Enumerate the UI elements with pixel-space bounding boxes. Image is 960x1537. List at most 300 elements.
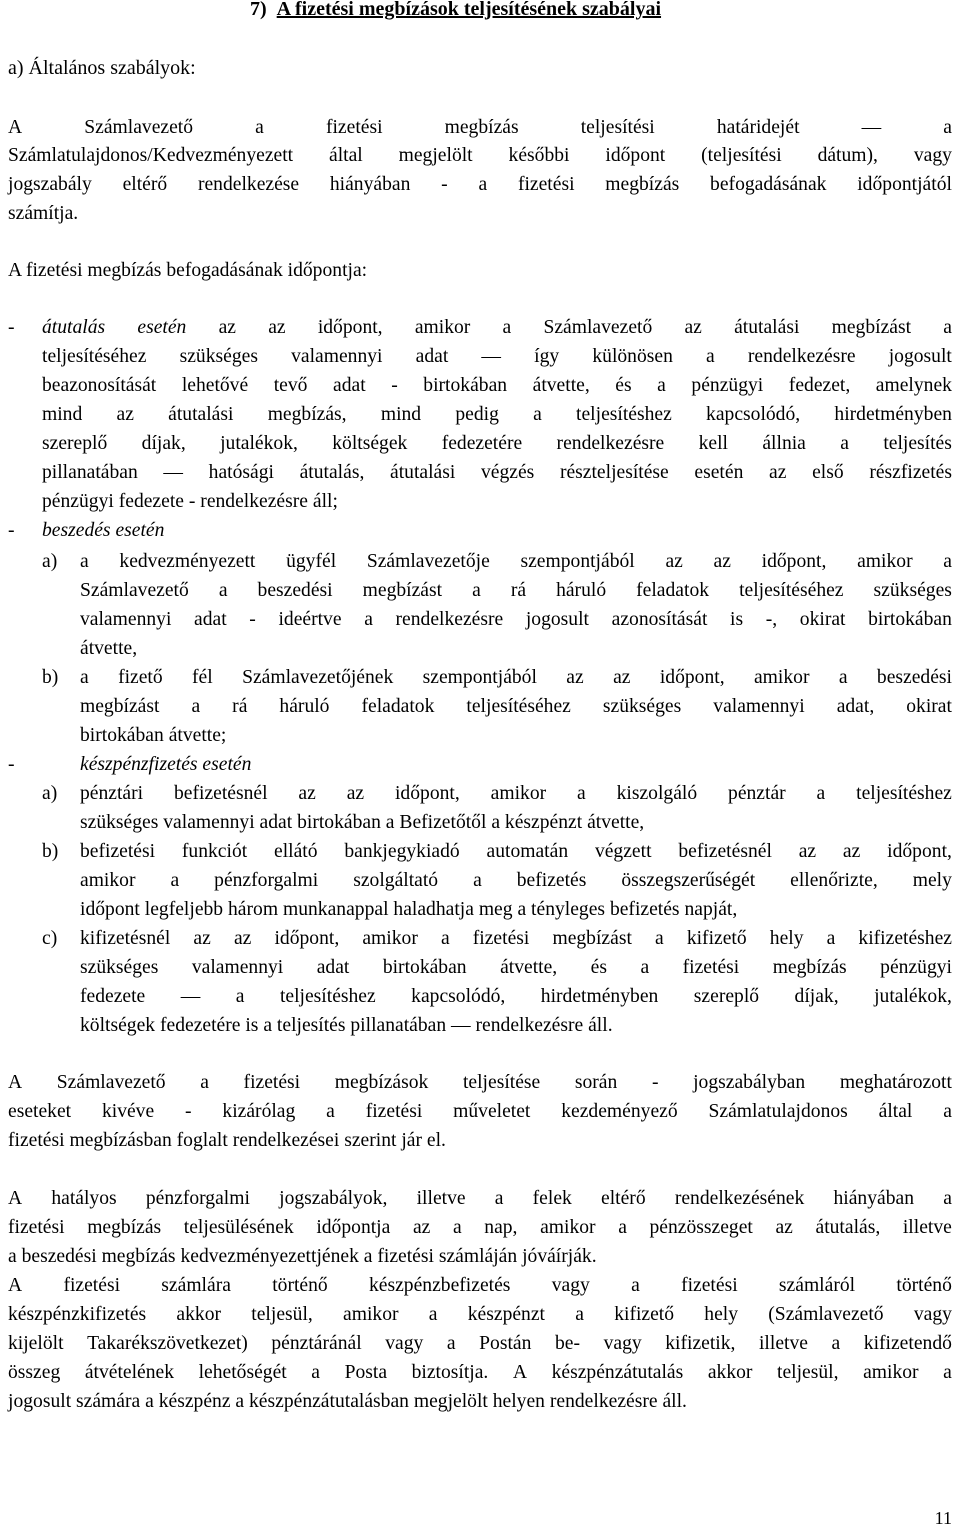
- word: jutalékok,: [874, 986, 952, 1007]
- word: —: [481, 346, 502, 367]
- beszedes-a-line-2: [80, 577, 952, 605]
- atutalas-line-4: [42, 401, 952, 429]
- word: pénzügyi: [880, 957, 952, 978]
- p3-line-2: [8, 1098, 952, 1126]
- word: a: [575, 1304, 584, 1325]
- word: vagy: [385, 1333, 424, 1354]
- atutalas-line-7: pénzügyi fedezete - rendelkezésre áll;: [42, 491, 338, 512]
- word: szolgáltató: [353, 870, 439, 891]
- word: A: [8, 117, 23, 138]
- word: a: [311, 1362, 320, 1383]
- word: a: [200, 1072, 209, 1093]
- word: kiszolgáló: [616, 783, 698, 804]
- word: teljesítéshez: [856, 783, 952, 804]
- word: az: [346, 783, 365, 804]
- word: fedezete: [80, 986, 146, 1007]
- word: az: [233, 928, 252, 949]
- word: adat: [415, 346, 449, 367]
- word: időpont,: [394, 783, 460, 804]
- word: megbízás,: [267, 404, 347, 425]
- word: végzés: [480, 462, 535, 483]
- word: amikor: [863, 1362, 919, 1383]
- word: a: [816, 783, 826, 804]
- word: pillanatában: [42, 462, 138, 483]
- word: rendelkezésre: [395, 609, 504, 630]
- word: befizetésnél: [678, 841, 772, 862]
- word: összeg: [8, 1362, 61, 1383]
- word: hirdetményben: [834, 404, 952, 425]
- word: a: [706, 346, 715, 367]
- word: megbízást: [831, 317, 912, 338]
- word: a: [446, 1333, 456, 1354]
- word: mely: [912, 870, 952, 891]
- word: amikor: [414, 317, 471, 338]
- p5-line-1: [8, 1272, 952, 1300]
- word: -,: [765, 609, 778, 630]
- word: díjak,: [141, 433, 186, 454]
- word: kapcsolódó,: [706, 404, 801, 425]
- page-number: 11: [934, 1508, 952, 1528]
- word: amikor: [343, 1304, 399, 1325]
- keszpenz-c-line-4: költségek fedezetére is a teljesítés pillanatában — rendelkezésre áll.: [80, 1015, 613, 1036]
- word: pedig: [455, 404, 499, 425]
- word: az: [769, 462, 787, 483]
- word: a: [428, 1304, 438, 1325]
- p5-line-2: [8, 1301, 952, 1329]
- word: átvette,: [500, 957, 558, 978]
- word: az: [684, 317, 702, 338]
- p1-line-3: [8, 171, 952, 199]
- word: eseteket: [8, 1101, 72, 1122]
- word: A: [8, 1275, 23, 1296]
- word: műveletet: [453, 1101, 531, 1122]
- keszpenz-a-line-1: [80, 780, 952, 808]
- word: a: [618, 1217, 627, 1238]
- word: szereplő: [693, 986, 760, 1007]
- word: teljesítéséhez: [466, 696, 571, 717]
- word: az: [268, 317, 286, 338]
- word: hely: [769, 928, 804, 949]
- word: időpont,: [317, 317, 383, 338]
- word: időpont,: [761, 551, 827, 572]
- word: befizetési: [80, 841, 156, 862]
- word: jogosult: [525, 609, 589, 630]
- word: és: [590, 957, 607, 978]
- p4-line-1: [8, 1185, 952, 1213]
- word: a: [943, 1101, 952, 1122]
- word: történő: [896, 1275, 952, 1296]
- word: kedvezményezett: [119, 551, 256, 572]
- atutalas-dash: -: [8, 317, 15, 338]
- word: amikor: [540, 1217, 596, 1238]
- word: az: [775, 1217, 793, 1238]
- word: a: [631, 1275, 640, 1296]
- word: számlára: [161, 1275, 231, 1296]
- word: a: [364, 609, 373, 630]
- word: be-: [554, 1333, 581, 1354]
- word: kezdeményező: [561, 1101, 678, 1122]
- word: valamennyi: [713, 696, 805, 717]
- word: díjak,: [794, 986, 839, 1007]
- p5-line-5: jogosult számára a készpénz a készpénzátutalásban megjelölt helyen rendelkezésre áll.: [8, 1391, 687, 1412]
- word: hiányában: [329, 174, 411, 195]
- word: Számlatulajdonos: [708, 1101, 848, 1122]
- word: amelynek: [875, 375, 952, 396]
- word: is: [730, 609, 744, 630]
- word: a: [255, 117, 264, 138]
- word: illetve: [758, 1333, 808, 1354]
- word: végzett: [594, 841, 652, 862]
- word: által: [329, 145, 363, 166]
- word: a: [943, 551, 952, 572]
- word: A: [8, 1072, 23, 1093]
- word: pénzforgalmi: [145, 1188, 250, 1209]
- word: készpénzbefizetés: [368, 1275, 511, 1296]
- word: a: [494, 1188, 504, 1209]
- word: és: [615, 375, 632, 396]
- keszpenz-label-text: készpénzfizetés esetén: [80, 754, 252, 775]
- befogadas-intro: A fizetési megbízás befogadásának időpontja:: [8, 260, 368, 281]
- word: rá: [510, 580, 527, 601]
- word: kifizetendő: [863, 1333, 952, 1354]
- word: a: [80, 551, 89, 572]
- beszedes-b-line-2: [80, 693, 952, 721]
- keszpenz-a-line-2: szükséges valamennyi adat birtokában a Befizetőtől a készpénzt átvette,: [80, 812, 645, 833]
- p3-line-1: [8, 1069, 952, 1097]
- word: szempontjából: [520, 551, 635, 572]
- word: vagy: [551, 1275, 590, 1296]
- word: amikor: [857, 551, 913, 572]
- heading-title: A fizetési megbízások teljesítésének szabályai: [276, 0, 662, 20]
- word: jutalékok,: [220, 433, 298, 454]
- word: befizetésnél: [173, 783, 268, 804]
- beszedes-b-marker: b): [42, 667, 59, 688]
- word: rendelkezésre: [556, 433, 665, 454]
- word: fizető: [118, 667, 163, 688]
- word: Számlavezető: [84, 117, 194, 138]
- word: a: [943, 1188, 952, 1209]
- word: birtokában: [382, 957, 467, 978]
- word: fizetési: [325, 117, 383, 138]
- word: hely: [704, 1304, 739, 1325]
- word: átutalás,: [299, 462, 365, 483]
- word: az: [116, 404, 134, 425]
- word: időpont,: [274, 928, 340, 949]
- word: birtokában: [868, 609, 952, 630]
- beszedes-a-line-4: átvette,: [80, 638, 138, 659]
- word: -: [441, 174, 448, 195]
- word: beszedési: [257, 580, 333, 601]
- word: fizetési: [517, 174, 575, 195]
- word: az: [713, 551, 731, 572]
- word: befizetés: [516, 870, 587, 891]
- word: dátum),: [817, 145, 878, 166]
- word: Számlavezetőjének: [242, 667, 394, 688]
- beszedes-b-line-3: birtokában átvette;: [80, 725, 227, 746]
- word: pénztáránál: [271, 1333, 362, 1354]
- word: jogszabályok,: [279, 1188, 388, 1209]
- word: fedezet,: [788, 375, 851, 396]
- keszpenz-b-line-3: időpont legfeljebb három munkanappal haladhatja meg a tényleges befizetés napját,: [80, 899, 738, 920]
- beszedes-a-line-3: [80, 606, 952, 634]
- keszpenz-a-marker: a): [42, 783, 58, 804]
- word: a: [577, 783, 586, 804]
- word: a: [943, 1362, 952, 1383]
- word: megbízást: [80, 696, 160, 717]
- word: —: [180, 986, 201, 1007]
- word: szempontjából: [422, 667, 537, 688]
- word: különösen: [592, 346, 673, 367]
- section-heading: [250, 0, 661, 21]
- word: kivéve: [101, 1101, 155, 1122]
- word: fizetési: [365, 1101, 423, 1122]
- word: a: [943, 317, 952, 338]
- word: A: [512, 1362, 528, 1383]
- word: teljesítés: [883, 433, 952, 454]
- word: első: [812, 462, 844, 483]
- beszedes-dash: -: [8, 520, 15, 541]
- word: teljesülésének: [183, 1217, 294, 1238]
- word: a: [657, 375, 666, 396]
- word: -: [249, 609, 256, 630]
- word: átutalás,: [815, 1217, 881, 1238]
- word: az: [665, 551, 683, 572]
- word: történő: [272, 1275, 328, 1296]
- word: a: [640, 957, 650, 978]
- word: amikor: [490, 783, 547, 804]
- word: esetén: [694, 462, 744, 483]
- word: összegszerűségét: [621, 870, 756, 891]
- word: hatósági: [208, 462, 274, 483]
- word: a: [533, 404, 542, 425]
- word: a: [655, 928, 664, 949]
- word: szükséges: [179, 346, 258, 367]
- word: időpontja: [316, 1217, 391, 1238]
- p3-line-3: fizetési megbízásban foglalt rendelkezései szerint jár el.: [8, 1130, 446, 1151]
- word: kizárólag: [222, 1101, 296, 1122]
- p4-line-3: a beszedési megbízás kedvezményezettjének a fizetési számláján jóváírják.: [8, 1246, 597, 1267]
- word: ideértve: [278, 609, 342, 630]
- word: a: [472, 580, 481, 601]
- word: a: [478, 174, 488, 195]
- word: a: [452, 1217, 462, 1238]
- word: jogszabályban: [693, 1072, 806, 1093]
- word: teljesül,: [777, 1362, 839, 1383]
- word: a: [943, 117, 952, 138]
- word: szükséges: [602, 696, 682, 717]
- word: Számlavezető: [56, 1072, 166, 1093]
- word: időpont,: [887, 841, 952, 862]
- word: Számlatulajdonos/Kedvezményezett: [8, 145, 294, 166]
- word: rendelkezésének: [674, 1188, 805, 1209]
- word: (Számlavezető: [768, 1304, 884, 1325]
- word: megbízást: [552, 928, 632, 949]
- word: eltérő: [601, 1188, 646, 1209]
- word: határidejét: [716, 117, 800, 138]
- word: megbízás: [87, 1217, 162, 1238]
- word: ellátó: [274, 841, 318, 862]
- word: a: [838, 667, 848, 688]
- word: fizetési: [682, 957, 740, 978]
- word: az: [218, 317, 236, 338]
- word: az: [842, 841, 861, 862]
- word: biztosítja.: [411, 1362, 489, 1383]
- word: fél: [192, 667, 213, 688]
- p1-line-2: [8, 142, 952, 170]
- word: a: [502, 317, 512, 338]
- word: a: [191, 696, 201, 717]
- word: feladatok: [636, 580, 710, 601]
- word: -: [185, 1101, 192, 1122]
- keszpenz-c-line-2: [80, 954, 952, 982]
- word: fizetési: [63, 1275, 121, 1296]
- word: akkor: [176, 1304, 222, 1325]
- word: átvételének: [84, 1362, 175, 1383]
- atutalas-line-6: [42, 459, 952, 487]
- word: jogszabály: [8, 174, 92, 195]
- word: rendelkezése: [197, 174, 300, 195]
- word: részfizetés: [869, 462, 952, 483]
- word: átutalási: [734, 317, 800, 338]
- word: az: [613, 667, 631, 688]
- word: okirat: [799, 609, 846, 630]
- p5-line-4: [8, 1359, 952, 1387]
- keszpenz-label: [80, 751, 251, 779]
- word: háruló: [556, 580, 607, 601]
- word: birtokában: [423, 375, 508, 396]
- word: pénztár: [728, 783, 786, 804]
- keszpenz-c-line-3: [80, 983, 952, 1011]
- word: átvette,: [532, 375, 590, 396]
- word: ügyfél: [286, 551, 337, 572]
- word: esetén: [137, 317, 187, 338]
- word: rá: [232, 696, 248, 717]
- keszpenz-dash: -: [8, 754, 15, 775]
- word: (teljesítési: [701, 145, 782, 166]
- word: a: [473, 870, 482, 891]
- word: kifizetésnél: [80, 928, 171, 949]
- keszpenz-c-marker: c): [42, 928, 58, 949]
- word: állnia: [762, 433, 806, 454]
- p1-line-4: számítja.: [8, 203, 79, 224]
- word: lehetőségét: [198, 1362, 287, 1383]
- word: megbízás: [772, 957, 847, 978]
- word: teljesül,: [251, 1304, 313, 1325]
- word: az: [798, 841, 817, 862]
- word: vagy: [603, 1333, 642, 1354]
- word: felek: [532, 1188, 572, 1209]
- atutalas-line-5: [42, 430, 952, 458]
- p5-line-3: [8, 1330, 952, 1358]
- word: amikor: [753, 667, 810, 688]
- word: részteljesítése: [559, 462, 669, 483]
- word: eltérő: [122, 174, 168, 195]
- word: okirat: [906, 696, 952, 717]
- beszedes-label: [42, 517, 164, 545]
- word: átutalási: [390, 462, 456, 483]
- word: szükséges: [873, 580, 952, 601]
- word: valamennyi: [291, 346, 383, 367]
- word: fedezetére: [441, 433, 523, 454]
- word: valamennyi: [191, 957, 284, 978]
- word: az: [566, 667, 584, 688]
- word: a: [235, 986, 245, 1007]
- word: a: [840, 433, 849, 454]
- word: fizetési: [681, 1275, 738, 1296]
- word: szükséges: [80, 957, 159, 978]
- word: a: [831, 1333, 841, 1354]
- heading-number: 7): [250, 0, 267, 20]
- word: teljesítéshez: [576, 404, 672, 425]
- word: azonosítását: [611, 609, 708, 630]
- word: befogadásának: [710, 174, 827, 195]
- word: az: [298, 783, 316, 804]
- word: —: [163, 462, 183, 483]
- word: adat: [333, 375, 366, 396]
- word: bankjegykiadó: [344, 841, 460, 862]
- word: -: [651, 1072, 659, 1093]
- word: ellenőrizte,: [790, 870, 878, 891]
- word: megbízások: [334, 1072, 429, 1093]
- word: kapcsolódó,: [411, 986, 506, 1007]
- word: amikor: [362, 928, 418, 949]
- word: pénztári: [80, 783, 144, 804]
- word: hatályos: [51, 1188, 117, 1209]
- word: Számlavezető: [80, 580, 189, 601]
- word: akkor: [707, 1362, 753, 1383]
- word: illetve: [416, 1188, 466, 1209]
- word: teljesítéséhez: [739, 580, 844, 601]
- word: funkciót: [181, 841, 248, 862]
- beszedes-a-marker: a): [42, 551, 58, 572]
- word: a: [326, 1101, 335, 1122]
- word: a: [826, 928, 836, 949]
- word: kifizető: [614, 1304, 675, 1325]
- word: készpénzt: [467, 1304, 545, 1325]
- word: rendelkezésre: [747, 346, 856, 367]
- word: Számlavezető: [543, 317, 653, 338]
- word: teljesítési: [580, 117, 655, 138]
- word: szereplő: [42, 433, 108, 454]
- beszedes-label-text: beszedés esetén: [42, 520, 165, 541]
- word: beazonosítását: [42, 375, 157, 396]
- word: a: [218, 580, 228, 601]
- subsection-heading: a) Általános szabályok:: [8, 57, 196, 79]
- word: kell: [698, 433, 728, 454]
- word: adat,: [836, 696, 875, 717]
- word: megjelölt: [398, 145, 473, 166]
- word: időpontjától: [857, 174, 952, 195]
- word: időpont,: [659, 667, 725, 688]
- word: feladatok: [361, 696, 435, 717]
- word: vagy: [913, 145, 952, 166]
- word: -: [391, 375, 398, 396]
- word: mind: [42, 404, 83, 425]
- word: lehetővé: [181, 375, 249, 396]
- word: fizetési: [8, 1217, 65, 1238]
- word: automatán: [486, 841, 569, 862]
- word: vagy: [913, 1304, 952, 1325]
- atutalas-line-1: [42, 314, 952, 342]
- word: meghatározott: [839, 1072, 952, 1093]
- word: Takarékszövetkezet): [87, 1333, 248, 1354]
- word: a: [440, 928, 450, 949]
- beszedes-b-line-1: [80, 664, 952, 692]
- word: beszedési: [876, 667, 952, 688]
- p1-line-1: [8, 114, 952, 142]
- word: mind: [380, 404, 422, 425]
- word: amikor: [80, 870, 136, 891]
